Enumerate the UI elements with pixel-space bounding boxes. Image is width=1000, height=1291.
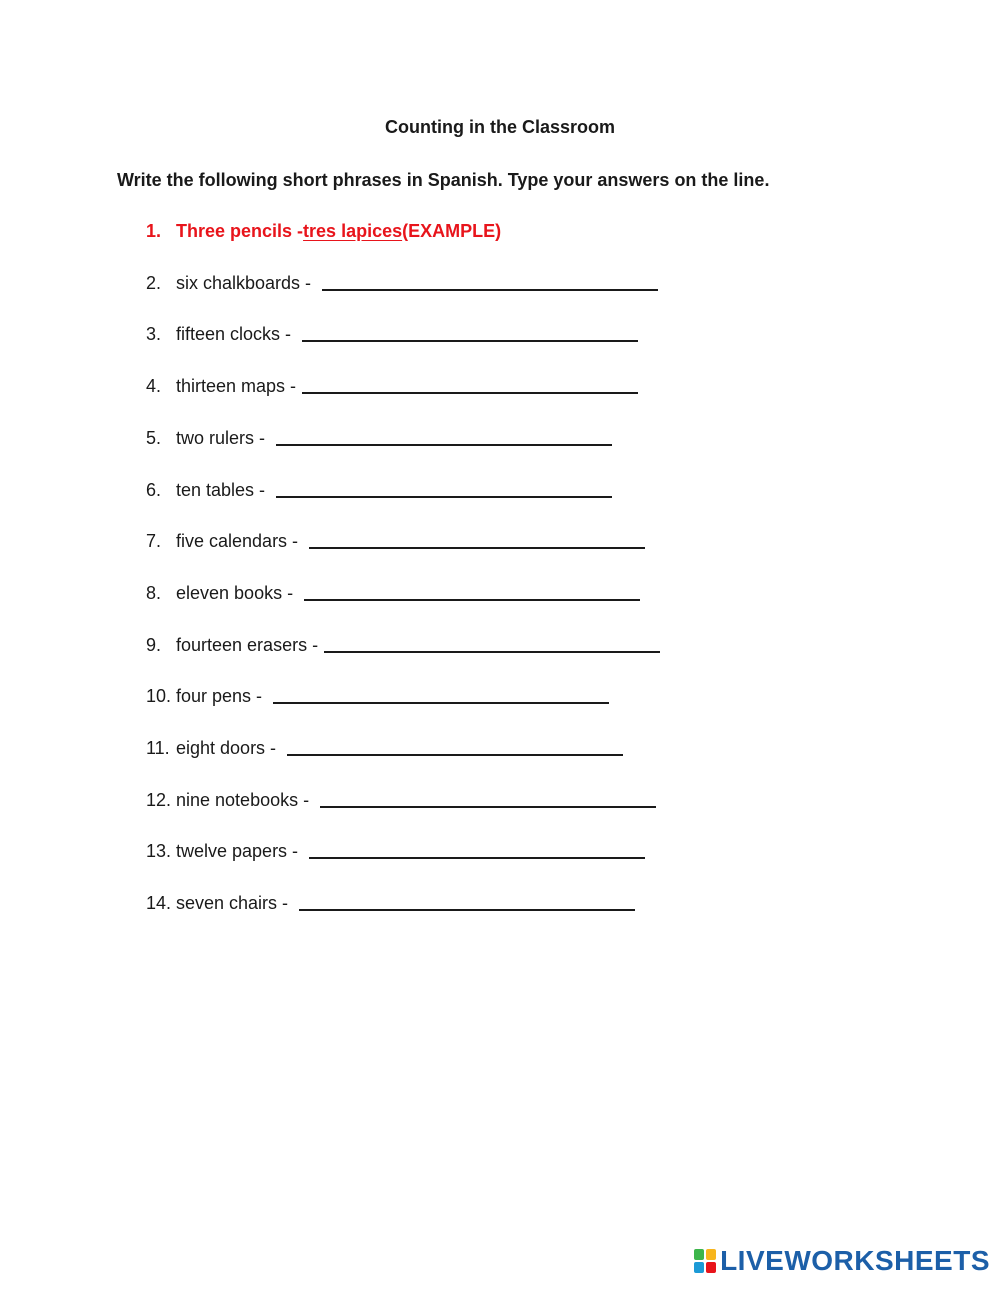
item-prompt: fourteen erasers - (176, 635, 319, 655)
item-prompt: fifteen clocks - (176, 324, 297, 344)
item-prompt: eight doors - (176, 738, 282, 758)
item-number: 6. (146, 480, 162, 500)
logo-text: LIVEWORKSHEETS (720, 1245, 990, 1276)
answer-line[interactable] (276, 496, 612, 498)
answer-line[interactable] (309, 547, 645, 549)
answer-line[interactable] (276, 444, 612, 446)
item-number: 14. (146, 893, 172, 913)
answer-line[interactable] (304, 599, 640, 601)
item-number: 3. (146, 324, 162, 344)
question-item (146, 376, 638, 400)
item-number: 8. (146, 583, 162, 603)
question-item (146, 531, 645, 555)
answer-line[interactable] (287, 754, 623, 756)
item-prompt: thirteen maps - (176, 376, 297, 396)
question-item (146, 841, 645, 865)
item-number: 13. (146, 841, 172, 861)
item-number: 5. (146, 428, 162, 448)
item-number: 7. (146, 531, 162, 551)
item-prompt: twelve papers - (176, 841, 304, 861)
logo-square (694, 1249, 704, 1260)
worksheet-instructions: Write the following short phrases in Spanish. Type your answers on the line. (117, 170, 770, 190)
item-number: 11. (146, 738, 170, 758)
item-number: 10. (146, 686, 172, 706)
item-prompt: four pens - (176, 686, 268, 706)
answer-line[interactable] (309, 857, 645, 859)
item-prompt: six chalkboards - (176, 273, 317, 293)
logo-square (706, 1249, 716, 1260)
answer-line[interactable] (302, 340, 638, 342)
example-prompt: Three pencils - (176, 221, 304, 241)
item-prompt: five calendars - (176, 531, 304, 551)
worksheet-title: Counting in the Classroom (384, 117, 615, 137)
item-prompt: two rulers - (176, 428, 271, 448)
logo-square (706, 1262, 716, 1273)
item-number: 4. (146, 376, 162, 396)
item-prompt: nine notebooks - (176, 790, 315, 810)
question-item (146, 324, 638, 348)
example-item (146, 221, 501, 245)
answer-line[interactable] (324, 651, 660, 653)
question-item (146, 428, 612, 452)
liveworksheets-logo-icon (694, 1249, 716, 1273)
item-number: 12. (146, 790, 172, 810)
item-number: 1. (146, 221, 162, 241)
question-item (146, 635, 660, 659)
question-item (146, 790, 656, 814)
question-item (146, 738, 623, 762)
item-prompt: ten tables - (176, 480, 271, 500)
example-tag: (EXAMPLE) (402, 221, 502, 241)
item-number: 9. (146, 635, 162, 655)
logo-square (694, 1262, 704, 1273)
item-prompt: eleven books - (176, 583, 299, 603)
question-item (146, 480, 612, 504)
example-answer: tres lapices (303, 221, 403, 241)
answer-line[interactable] (320, 806, 656, 808)
answer-line[interactable] (273, 702, 609, 704)
item-number: 2. (146, 273, 162, 293)
question-item (146, 583, 640, 607)
question-item (146, 273, 658, 297)
question-item (146, 893, 635, 917)
answer-line[interactable] (322, 289, 658, 291)
item-prompt: seven chairs - (176, 893, 294, 913)
answer-line[interactable] (299, 909, 635, 911)
question-item (146, 686, 609, 710)
liveworksheets-logo (694, 1245, 990, 1277)
answer-line[interactable] (302, 392, 638, 394)
